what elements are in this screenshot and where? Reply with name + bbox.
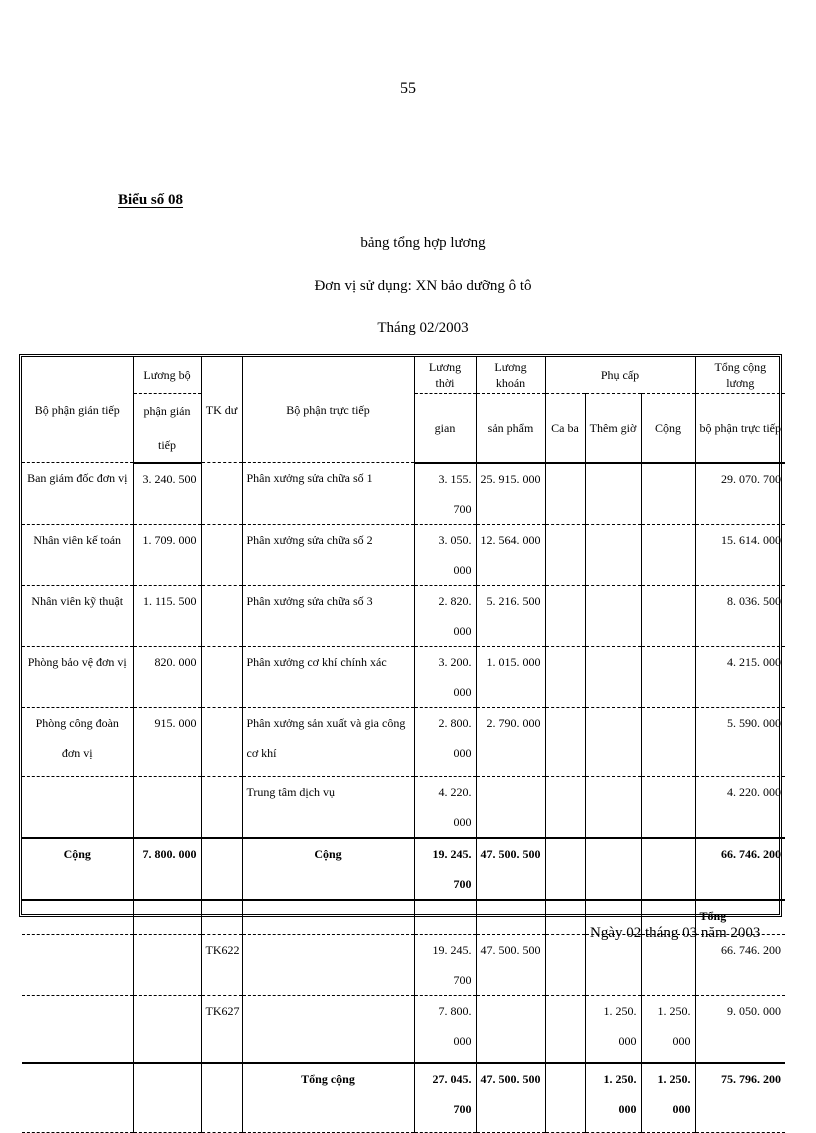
empty-cell [201, 900, 242, 935]
tk622-piece: 47. 500. 500 [476, 935, 545, 996]
tk627-row [22, 996, 785, 1063]
tk622-account: TK622 [201, 935, 242, 996]
sum-label: Cộng [22, 838, 133, 900]
grand-total-row [22, 1063, 785, 1133]
empty-cell [585, 935, 641, 996]
cell-indirect: Nhân viên kế toán [22, 524, 133, 585]
table-row [22, 707, 785, 776]
month-line: Tháng 02/2003 [377, 320, 469, 336]
cell-total: 4. 220. 000 [695, 776, 785, 838]
tk627-account: TK627 [201, 996, 242, 1063]
cell-shift3 [545, 646, 585, 707]
cell-overtime [585, 524, 641, 585]
cell-indirect: Phòng công đoàn đơn vị [22, 707, 133, 776]
cell-indirect-salary: 820. 000 [133, 646, 201, 707]
cell-time: 2. 820. 000 [414, 585, 476, 646]
empty-cell [545, 935, 585, 996]
empty-cell [133, 1063, 201, 1133]
grand-label: Tổng cộng [242, 1063, 414, 1133]
cell-allow-total [641, 707, 695, 776]
empty-cell [133, 996, 201, 1063]
empty-cell [133, 900, 201, 935]
tong-label: Tổng [695, 900, 785, 935]
table-row [22, 776, 785, 838]
cell-total: 29. 070. 700 [695, 463, 785, 525]
sum-direct-label: Cộng [242, 838, 414, 900]
sum-shift3 [545, 838, 585, 900]
empty-cell [545, 996, 585, 1063]
cell-direct: Phân xưởng sản xuất và gia công cơ khí [242, 707, 414, 776]
empty-cell [242, 900, 414, 935]
tk627-total: 9. 050. 000 [695, 996, 785, 1063]
sum-time: 19. 245. 700 [414, 838, 476, 900]
tk627-time: 7. 800. 000 [414, 996, 476, 1063]
sum-allow-total [641, 838, 695, 900]
cell-total: 4. 215. 000 [695, 646, 785, 707]
grand-total: 75. 796. 200 [695, 1063, 785, 1133]
header-allowance: Phụ cấp [545, 357, 695, 393]
empty-cell [545, 1063, 585, 1133]
cell-allow-total [641, 646, 695, 707]
header-piece-salary-2: sản phẩm [476, 393, 545, 463]
cell-overtime [585, 463, 641, 525]
document-title: bảng tổng hợp lương [360, 235, 486, 251]
header-indirect-salary-1: Lương bộ [133, 357, 201, 393]
tk622-total: 66. 746. 200 [695, 935, 785, 996]
grand-allow-total: 1. 250. 000 [641, 1063, 695, 1133]
table-row [22, 646, 785, 707]
date-line: Ngày 02 tháng 03 năm 2003 [590, 925, 761, 941]
grand-time: 27. 045. 700 [414, 1063, 476, 1133]
header-piece-salary-1: Lương khoán [476, 357, 545, 393]
empty-cell [201, 1063, 242, 1133]
cell-shift3 [545, 585, 585, 646]
header-direct-total-1: Tổng cộng lương [695, 357, 785, 393]
cell-indirect: Ban giám đốc đơn vị [22, 463, 133, 525]
form-code: Biểu số 08 [118, 192, 184, 208]
grand-piece: 47. 500. 500 [476, 1063, 545, 1133]
cell-direct: Phân xưởng cơ khí chính xác [242, 646, 414, 707]
cell-piece: 2. 790. 000 [476, 707, 545, 776]
cell-allow-total [641, 524, 695, 585]
empty-cell [22, 935, 133, 996]
cell-shift3 [545, 524, 585, 585]
cell-tk [201, 776, 242, 838]
grand-overtime: 1. 250. 000 [585, 1063, 641, 1133]
header-direct-dept: Bộ phận trực tiếp [242, 357, 414, 463]
cell-time: 3. 200. 000 [414, 646, 476, 707]
cell-time: 3. 155. 700 [414, 463, 476, 525]
header-overtime: Thêm giờ [585, 393, 641, 463]
cell-indirect: Phòng bảo vệ đơn vị [22, 646, 133, 707]
cell-indirect-salary [133, 776, 201, 838]
table-row [22, 585, 785, 646]
empty-cell [476, 996, 545, 1063]
page-number: 55 [400, 80, 416, 97]
header-allowance-total: Cộng [641, 393, 695, 463]
tk622-time: 19. 245. 700 [414, 935, 476, 996]
cell-piece: 25. 915. 000 [476, 463, 545, 525]
cell-piece: 5. 216. 500 [476, 585, 545, 646]
cell-time: 3. 050. 000 [414, 524, 476, 585]
empty-cell [242, 935, 414, 996]
cell-indirect: Nhân viên kỹ thuật [22, 585, 133, 646]
cell-direct: Phân xưởng sửa chữa số 2 [242, 524, 414, 585]
empty-cell [641, 935, 695, 996]
empty-cell [242, 996, 414, 1063]
cell-tk [201, 524, 242, 585]
empty-cell [22, 900, 133, 935]
header-tk-du: TK dư [201, 357, 242, 463]
cell-allow-total [641, 585, 695, 646]
cell-total: 8. 036. 500 [695, 585, 785, 646]
empty-cell [545, 900, 585, 935]
cell-total: 15. 614. 000 [695, 524, 785, 585]
cell-overtime [585, 585, 641, 646]
cell-direct: Phân xưởng sửa chữa số 3 [242, 585, 414, 646]
tk627-allow-total: 1. 250. 000 [641, 996, 695, 1063]
cell-shift3 [545, 463, 585, 525]
cell-tk [201, 463, 242, 525]
cell-overtime [585, 776, 641, 838]
cell-time: 2. 800. 000 [414, 707, 476, 776]
cell-overtime [585, 646, 641, 707]
cell-indirect-salary: 1. 709. 000 [133, 524, 201, 585]
cell-shift3 [545, 707, 585, 776]
sum-tk [201, 838, 242, 900]
header-shift3: Ca ba [545, 393, 585, 463]
sum-overtime [585, 838, 641, 900]
sum-row [22, 838, 785, 900]
table-row [22, 524, 785, 585]
cell-shift3 [545, 776, 585, 838]
empty-cell [133, 935, 201, 996]
sum-total: 66. 746. 200 [695, 838, 785, 900]
cell-total: 5. 590. 000 [695, 707, 785, 776]
cell-allow-total [641, 776, 695, 838]
header-time-salary-2: gian [414, 393, 476, 463]
cell-indirect-salary: 3. 240. 500 [133, 463, 201, 525]
cell-allow-total [641, 463, 695, 525]
header-direct-total-2: bộ phận trực tiếp [695, 393, 785, 463]
tk627-overtime: 1. 250. 000 [585, 996, 641, 1063]
cell-indirect [22, 776, 133, 838]
unit-line: Đơn vị sử dụng: XN bảo dưỡng ô tô [314, 278, 532, 294]
empty-cell [22, 996, 133, 1063]
cell-time: 4. 220. 000 [414, 776, 476, 838]
cell-tk [201, 646, 242, 707]
cell-indirect-salary: 1. 115. 500 [133, 585, 201, 646]
empty-cell [22, 1063, 133, 1133]
cell-overtime [585, 707, 641, 776]
cell-piece [476, 776, 545, 838]
cell-indirect-salary: 915. 000 [133, 707, 201, 776]
cell-direct: Phân xưởng sửa chữa số 1 [242, 463, 414, 525]
header-indirect-dept: Bộ phận gián tiếp [22, 357, 133, 463]
table-row [22, 463, 785, 525]
cell-direct: Trung tâm dịch vụ [242, 776, 414, 838]
cell-piece: 12. 564. 000 [476, 524, 545, 585]
empty-cell [414, 900, 476, 935]
header-indirect-salary-2: phận gián tiếp [133, 393, 201, 463]
cell-tk [201, 585, 242, 646]
cell-piece: 1. 015. 000 [476, 646, 545, 707]
tk622-row [22, 935, 785, 996]
sum-piece: 47. 500. 500 [476, 838, 545, 900]
header-time-salary-1: Lương thời [414, 357, 476, 393]
empty-cell [476, 900, 545, 935]
sum-indirect-salary: 7. 800. 000 [133, 838, 201, 900]
cell-tk [201, 707, 242, 776]
